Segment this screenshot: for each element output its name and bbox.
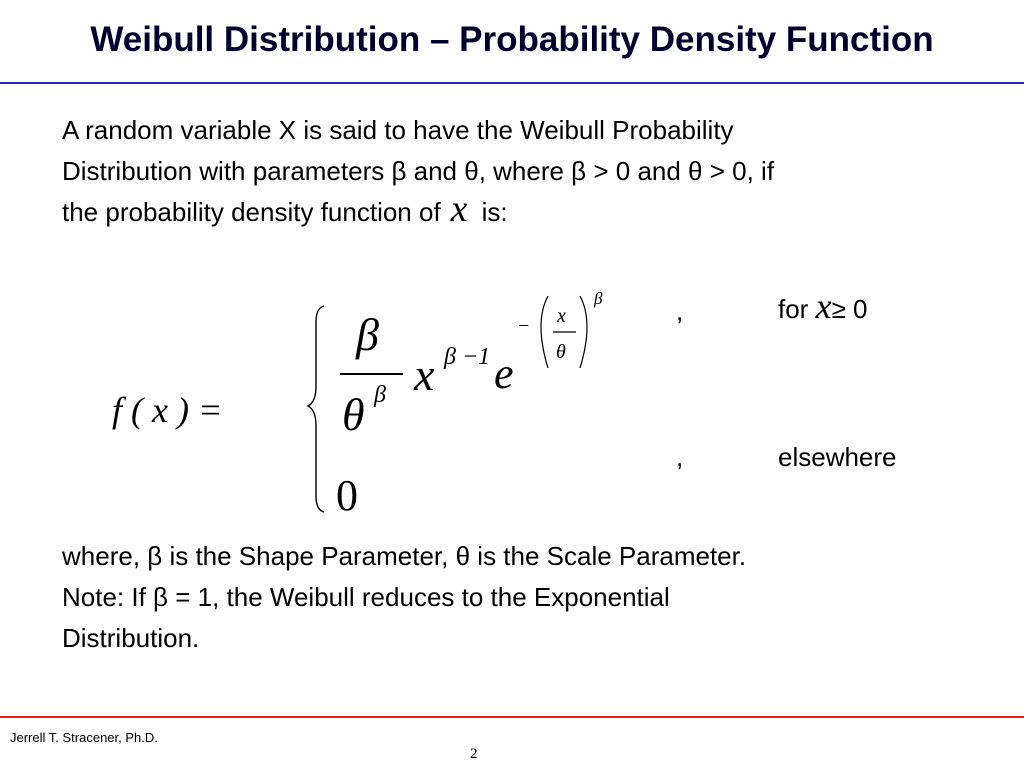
notes-line-2: Note: If β = 1, the Weibull reduces to the Exponential (62, 582, 670, 612)
exponent-power: β (594, 289, 603, 308)
footer-divider (0, 716, 1024, 718)
definition-line-2: Distribution with parameters β and θ, where β > 0 and θ > 0, if (62, 156, 775, 186)
slide-title: Weibull Distribution – Probability Density Function (90, 20, 934, 59)
fraction-numerator-beta: β (356, 309, 379, 360)
formula-lhs: f ( x ) = (112, 390, 223, 430)
condition-nonnegative (778, 286, 868, 326)
definition-line-3 (62, 188, 982, 233)
x-exponent: β −1 (444, 344, 491, 370)
curly-brace (308, 306, 324, 512)
definition-line-1: A random variable X is said to have the Weibull Probability (62, 115, 734, 145)
condition-bound: ≥ 0 (831, 294, 868, 324)
exponent-denominator: θ (556, 341, 566, 363)
zero-branch: 0 (336, 471, 358, 520)
exponent-left-paren (541, 296, 548, 368)
notes-paragraph (62, 536, 982, 659)
exponent-right-paren (580, 296, 587, 368)
fraction-denominator-theta: θ (342, 389, 365, 440)
condition-variable-x: x (815, 286, 832, 326)
variable-x: x (450, 188, 468, 230)
exponent-numerator: x (557, 305, 566, 327)
x-base: x (414, 349, 435, 400)
title-divider (0, 82, 1024, 84)
exponent-minus: − (518, 315, 530, 337)
page-number: 2 (470, 746, 478, 762)
definition-line-3-end: is: (481, 197, 508, 227)
definition-paragraph (62, 110, 982, 233)
pdf-formula (0, 270, 1024, 520)
condition-for: for (778, 294, 809, 324)
condition-comma-2: , (676, 442, 684, 472)
denominator-exponent: β (374, 382, 386, 408)
condition-elsewhere: elsewhere (778, 442, 897, 472)
footer-author: Jerrell T. Stracener, Ph.D. (10, 730, 158, 745)
condition-comma-1: , (676, 296, 684, 326)
notes-line-1: where, β is the Shape Parameter, θ is the Scale Parameter. (62, 541, 747, 571)
euler-e: e (494, 349, 514, 398)
definition-line-3-text: the probability density function of (62, 197, 441, 227)
notes-line-3: Distribution. (62, 623, 200, 653)
